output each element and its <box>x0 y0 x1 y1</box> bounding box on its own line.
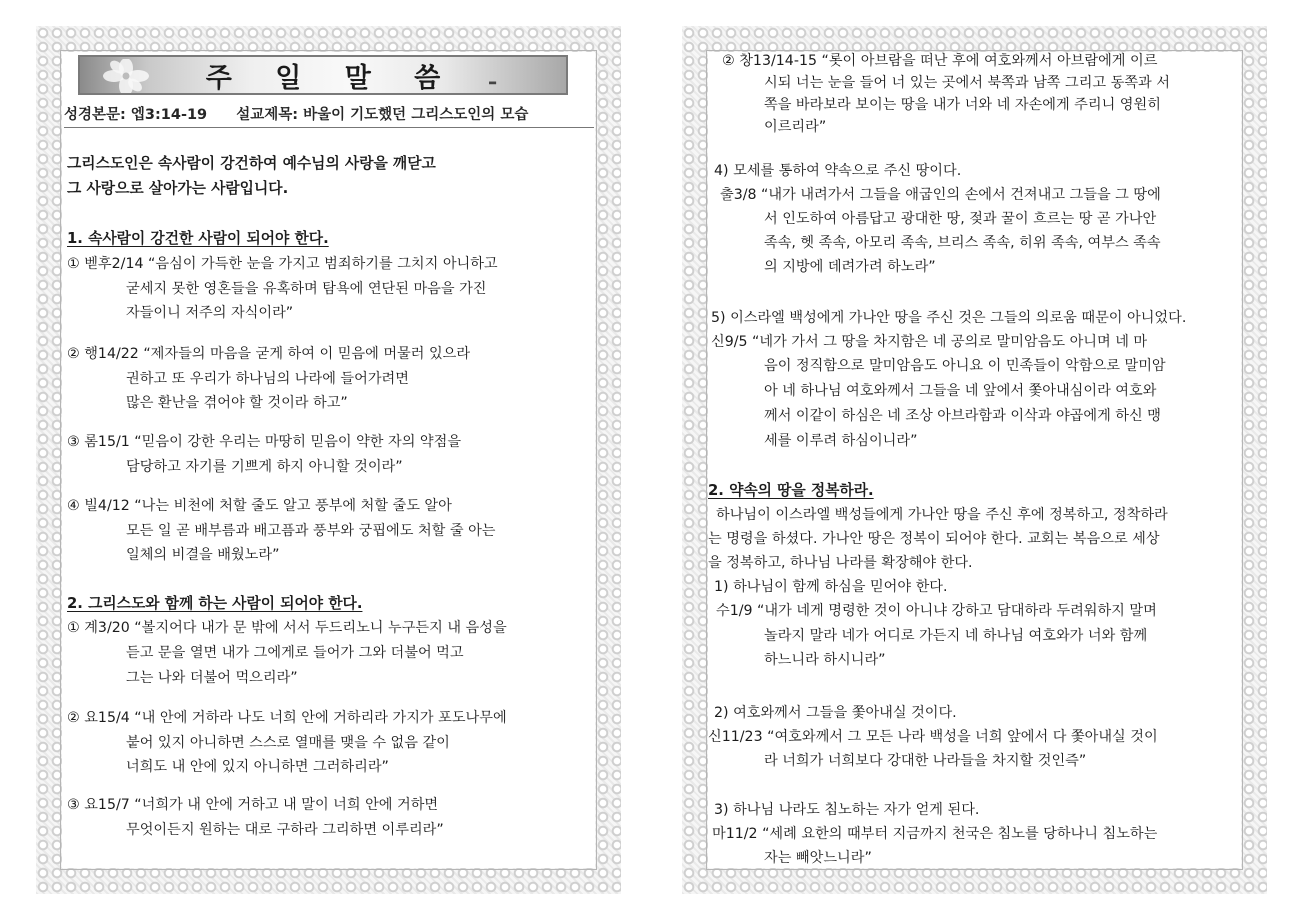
verse-line: 자들이니 저주의 자식이라” <box>126 305 294 321</box>
verse-line: 족속, 헷 족속, 아모리 족속, 브리스 족속, 히위 족속, 여부스 족속 <box>764 235 1161 251</box>
verse-line: ② 행14/22 “제자들의 마음을 굳게 하여 이 믿음에 머물러 있으라 <box>67 346 471 362</box>
verse-line: 하느니라 하시니라” <box>764 652 886 668</box>
point-line: 5) 이스라엘 백성에게 가나안 땅을 주신 것은 그들의 의로움 때문이 아니었다. <box>711 310 1187 326</box>
scripture-reference: 성경본문: 엡3:14-19 <box>64 107 208 123</box>
verse-line: 무엇이든지 원하는 대로 구하라 그리하면 이루리라” <box>126 822 444 838</box>
verse-line: 이르리라” <box>764 119 827 135</box>
verse-line: 라 너희가 너희보다 강대한 나라들을 차지할 것인즉” <box>764 753 1087 769</box>
verse-line: 신11/23 “여호와께서 그 모든 나라 백성을 너희 앞에서 다 쫓아내실 것이 <box>708 729 1158 745</box>
point-line: 2) 여호와께서 그들을 쫓아내실 것이다. <box>714 705 957 721</box>
verse-line: 의 지방에 데려가려 하노라” <box>764 259 936 275</box>
verse-line: ④ 빌4/12 “나는 비천에 처할 줄도 알고 풍부에 처할 줄도 알아 <box>67 498 452 514</box>
sermon-title: 설교제목: 바울이 기도했던 그리스도인의 모습 <box>236 107 529 123</box>
page-title: 주 일 말 씀 <box>205 62 458 94</box>
point-line: 4) 모세를 통하여 약속으로 주신 땅이다. <box>714 163 962 179</box>
verse-line: 출3/8 “내가 내려가서 그들을 애굽인의 손에서 건져내고 그들을 그 땅에 <box>720 187 1161 203</box>
verse-line: ② 요15/4 “내 안에 거하라 나도 너희 안에 거하리라 가지가 포도나무에 <box>67 710 507 726</box>
verse-line: ③ 요15/7 “너희가 내 안에 거하고 내 말이 너희 안에 거하면 <box>67 797 439 813</box>
verse-line: 께서 이같이 하심은 네 조상 아브라함과 이삭과 야곱에게 하신 맹 <box>764 408 1161 424</box>
verse-line: 수1/9 “내가 네게 명령한 것이 아니냐 강하고 담대하라 두려워하지 말며 <box>716 603 1157 619</box>
point-line: 1) 하나님이 함께 하심을 믿어야 한다. <box>714 579 948 595</box>
verse-line: 너희도 내 안에 있지 아니하면 그러하리라” <box>126 759 389 775</box>
verse-line: ② 창13/14-15 “롯이 아브람을 떠난 후에 여호와께서 아브람에게 이르 <box>722 53 1158 69</box>
verse-line: 신9/5 “네가 가서 그 땅을 차지함은 네 공의로 말미암음도 아니며 네 마 <box>711 334 1148 350</box>
section-heading: 2. 약속의 땅을 정복하라. <box>708 482 874 499</box>
verse-line: ① 계3/20 “볼지어다 내가 문 밖에 서서 두드리노니 누구든지 내 음성을 <box>67 620 507 636</box>
intro-line: 그 사랑으로 살아가는 사람입니다. <box>67 180 289 197</box>
point-line: 3) 하나님 나라도 침노하는 자가 얻게 된다. <box>714 802 980 818</box>
paragraph-line: 을 정복하고, 하나님 나라를 확장해야 한다. <box>708 555 973 571</box>
verse-line: ③ 롬15/1 “믿음이 강한 우리는 마땅히 믿음이 약한 자의 약점을 <box>67 434 462 450</box>
verse-line: 많은 환난을 겪어야 할 것이라 하고” <box>126 395 348 411</box>
sermon-info <box>64 103 594 128</box>
verse-line: 듣고 문을 열면 내가 그에게로 들어가 그와 더불어 먹고 <box>126 645 464 661</box>
section-heading: 1. 속사람이 강건한 사람이 되어야 한다. <box>67 230 329 247</box>
right-page-content <box>708 52 1241 868</box>
paragraph-line: 는 명령을 하셨다. 가나안 땅은 정복이 되어야 한다. 교회는 복음으로 세상 <box>708 531 1160 547</box>
verse-line: 권하고 또 우리가 하나님의 나라에 들어가려면 <box>126 371 409 387</box>
verse-line: 굳세지 못한 영혼들을 유혹하며 탐욕에 연단된 마음을 가진 <box>126 281 487 297</box>
verse-line: 담당하고 자기를 기쁘게 하지 아니할 것이라” <box>126 459 403 475</box>
verse-line: 쪽을 바라보라 보이는 땅을 내가 너와 네 자손에게 주리니 영원히 <box>764 97 1161 113</box>
title-banner <box>78 55 568 95</box>
verse-line: 시되 너는 눈을 들어 너 있는 곳에서 북쪽과 남쪽 그리고 동쪽과 서 <box>764 75 1170 91</box>
verse-line: 아 네 하나님 여호와께서 그들을 네 앞에서 쫓아내심이라 여호와 <box>764 383 1157 399</box>
verse-line: 마11/2 “세례 요한의 때부터 지금까지 천국은 침노를 당하나니 침노하는 <box>712 826 1158 842</box>
verse-line: 붙어 있지 아니하면 스스로 열매를 맺을 수 없음 같이 <box>126 735 450 751</box>
verse-line: 놀라지 말라 네가 어디로 가든지 네 하나님 여호와가 너와 함께 <box>764 628 1148 644</box>
verse-line: 그는 나와 더불어 먹으리라” <box>126 670 298 686</box>
verse-line: 세를 이루려 하심이니라” <box>764 433 918 449</box>
flower-decoration-icon <box>90 59 162 93</box>
verse-line: 일체의 비결을 배웠노라” <box>126 547 280 563</box>
right-page <box>682 26 1267 894</box>
banner-mark: ▂ <box>489 75 496 85</box>
left-page <box>36 26 621 894</box>
verse-line: 음이 정직함으로 말미암음도 아니요 이 민족들이 악함으로 말미암 <box>764 358 1166 374</box>
section-heading: 2. 그리스도와 함께 하는 사람이 되어야 한다. <box>67 595 363 612</box>
verse-line: 자는 빼앗느니라” <box>764 850 872 866</box>
paragraph-line: 하나님이 이스라엘 백성들에게 가나안 땅을 주신 후에 정복하고, 정착하라 <box>716 507 1168 523</box>
verse-line: 모든 일 곧 배부름과 배고픔과 풍부와 궁핍에도 처할 줄 아는 <box>126 523 496 539</box>
verse-line: 서 인도하여 아름답고 광대한 땅, 젖과 꿀이 흐르는 땅 곧 가나안 <box>764 211 1157 227</box>
left-page-content <box>62 52 595 868</box>
intro-line: 그리스도인은 속사람이 강건하여 예수님의 사랑을 깨닫고 <box>67 155 436 172</box>
verse-line: ① 벧후2/14 “음심이 가득한 눈을 가지고 범죄하기를 그치지 아니하고 <box>67 256 498 272</box>
